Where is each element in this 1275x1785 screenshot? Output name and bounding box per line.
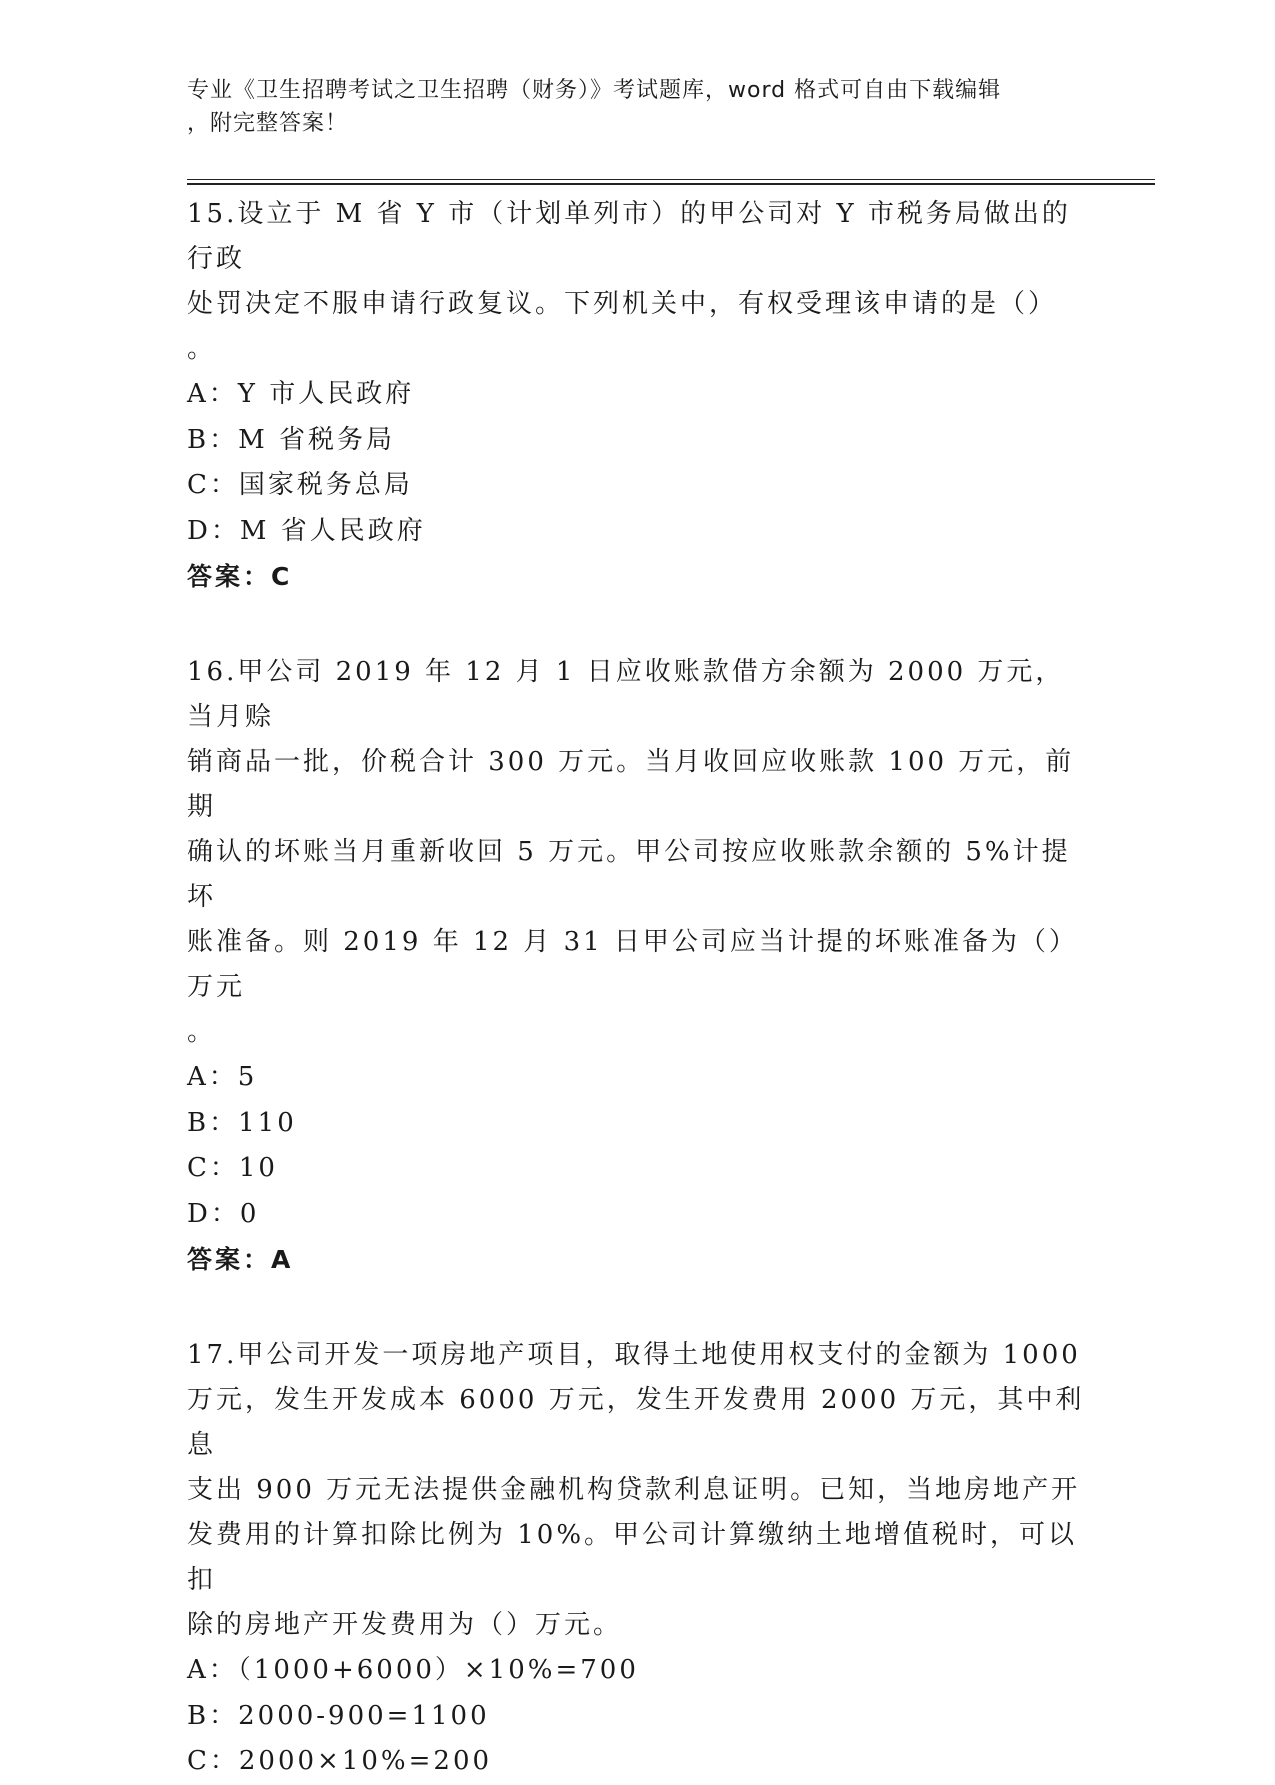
header-divider-thick bbox=[187, 183, 1155, 185]
stem-line: 17.甲公司开发一项房地产项目，取得土地使用权支付的金额为 1000 bbox=[187, 1340, 1081, 1370]
option-a: A：（1000+6000）×10%=700 bbox=[187, 1655, 639, 1685]
question-spacer bbox=[187, 1283, 1087, 1333]
stem-line: 16.甲公司 2019 年 12 月 1 日应收账款借方余额为 2000 万元，当月赊 bbox=[187, 657, 1065, 732]
option-c: C：2000×10%=200 bbox=[187, 1746, 493, 1776]
stem-line: 15.设立于 M 省 Y 市（计划单列市）的甲公司对 Y 市税务局做出的行政 bbox=[187, 199, 1071, 274]
option-a: A：5 bbox=[187, 1062, 258, 1092]
stem-line: 账准备。则 2019 年 12 月 31 日甲公司应当计提的坏账准备为（）万元 bbox=[187, 927, 1078, 1002]
stem-line: 。 bbox=[187, 1017, 217, 1047]
question-spacer bbox=[187, 600, 1087, 650]
question-stem bbox=[187, 192, 1087, 372]
question-17 bbox=[187, 1333, 1087, 1785]
answer-line: 答案：C bbox=[187, 562, 293, 591]
question-list bbox=[187, 192, 1087, 1785]
option-c: C：10 bbox=[187, 1153, 278, 1183]
question-stem bbox=[187, 1333, 1087, 1648]
document-header bbox=[187, 74, 1087, 140]
header-divider-thin bbox=[187, 179, 1155, 180]
question-16 bbox=[187, 650, 1087, 1283]
question-15 bbox=[187, 192, 1087, 600]
question-stem bbox=[187, 650, 1087, 1055]
stem-line: 处罚决定不服申请行政复议。下列机关中，有权受理该申请的是（） bbox=[187, 289, 1058, 319]
stem-line: 发费用的计算扣除比例为 10%。甲公司计算缴纳土地增值税时，可以扣 bbox=[187, 1520, 1078, 1595]
option-c: C：国家税务总局 bbox=[187, 470, 413, 500]
answer-line: 答案：A bbox=[187, 1245, 294, 1274]
option-b: B：M 省税务局 bbox=[187, 424, 395, 455]
stem-line: 支出 900 万元无法提供金融机构贷款利息证明。已知，当地房地产开 bbox=[187, 1475, 1081, 1505]
option-b: B：2000-900=1100 bbox=[187, 1700, 490, 1731]
option-a: A：Y 市人民政府 bbox=[187, 379, 415, 409]
option-d: D：0 bbox=[187, 1198, 260, 1229]
option-b: B：110 bbox=[187, 1107, 297, 1138]
stem-line: 销商品一批，价税合计 300 万元。当月收回应收账款 100 万元，前期 bbox=[187, 747, 1075, 822]
header-line: 专业《卫生招聘考试之卫生招聘（财务）》考试题库，word 格式可自由下载编辑 bbox=[187, 78, 1002, 103]
stem-line: 确认的坏账当月重新收回 5 万元。甲公司按应收账款余额的 5%计提坏 bbox=[187, 837, 1071, 912]
option-d: D：M 省人民政府 bbox=[187, 515, 426, 546]
stem-line: 万元，发生开发成本 6000 万元，发生开发费用 2000 万元，其中利息 bbox=[187, 1385, 1085, 1460]
stem-line: 除的房地产开发费用为（）万元。 bbox=[187, 1610, 623, 1640]
stem-line: 。 bbox=[187, 334, 217, 364]
header-line: ，附完整答案！ bbox=[187, 111, 349, 136]
